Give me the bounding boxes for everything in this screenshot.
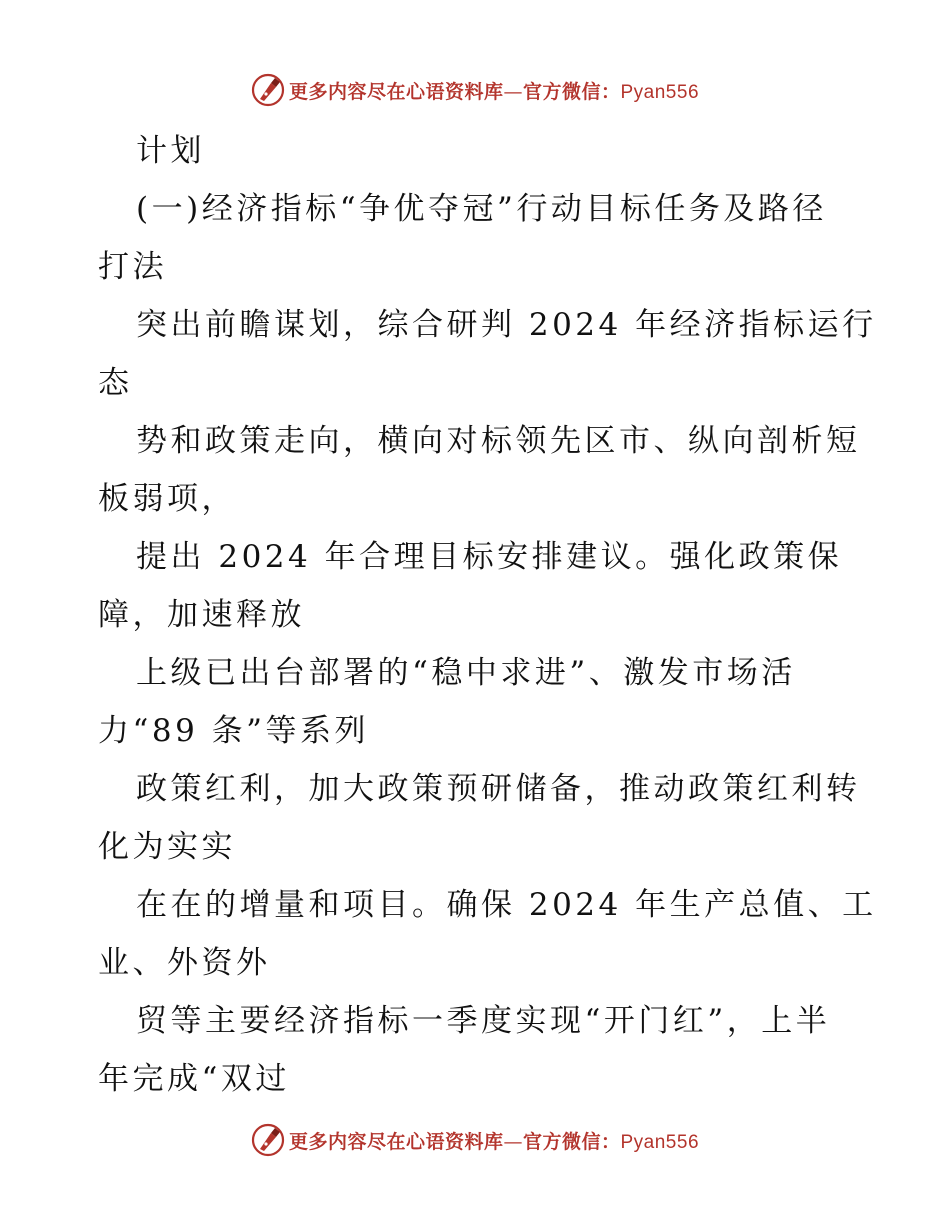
separator: — (503, 1130, 523, 1153)
text-line: (一)经济指标“争优夺冠”行动目标任务及路径 (136, 191, 827, 227)
header-text (289, 77, 699, 104)
text-line: 年完成“双过 (98, 1061, 290, 1097)
text-line: 政策红利，加大政策预研储备，推动政策红利转 (136, 771, 861, 807)
text-line: 态 (98, 365, 133, 401)
brand-text: 更多内容尽在心语资料库 (288, 80, 504, 103)
text-line: 打法 (98, 249, 167, 285)
pen-nib-seal-icon (251, 73, 285, 107)
text-line: 贸等主要经济指标一季度实现“开门红”，上半 (136, 1003, 831, 1039)
header-banner (0, 72, 950, 108)
text-line: 计划 (136, 133, 205, 169)
footer-text (289, 1127, 699, 1154)
text-line: 在在的增量和项目。确保 2024 年生产总值、工 (136, 887, 877, 923)
text-line: 障，加速释放 (98, 597, 305, 633)
text-line: 提出 2024 年合理目标安排建议。强化政策保 (136, 539, 843, 575)
separator: — (503, 80, 523, 103)
pen-nib-seal-icon (251, 1123, 285, 1157)
text-line: 化为实实 (98, 829, 236, 865)
text-line: 上级已出台部署的“稳中求进”、激发市场活 (136, 655, 796, 691)
wechat-label: 官方微信： (522, 80, 621, 103)
brand-text: 更多内容尽在心语资料库 (288, 1130, 504, 1153)
text-line: 业、外资外 (98, 945, 271, 981)
text-line: 力“89 条”等系列 (98, 713, 369, 749)
text-line: 突出前瞻谋划，综合研判 2024 年经济指标运行 (136, 307, 877, 343)
text-line: 板弱项， (98, 481, 236, 517)
wechat-id: Pyan556 (620, 1131, 700, 1153)
text-line: 势和政策走向，横向对标领先区市、纵向剖析短 (136, 423, 861, 459)
wechat-id: Pyan556 (620, 81, 700, 103)
footer-banner (0, 1122, 950, 1158)
wechat-label: 官方微信： (522, 1130, 621, 1153)
document-body (98, 122, 877, 1108)
